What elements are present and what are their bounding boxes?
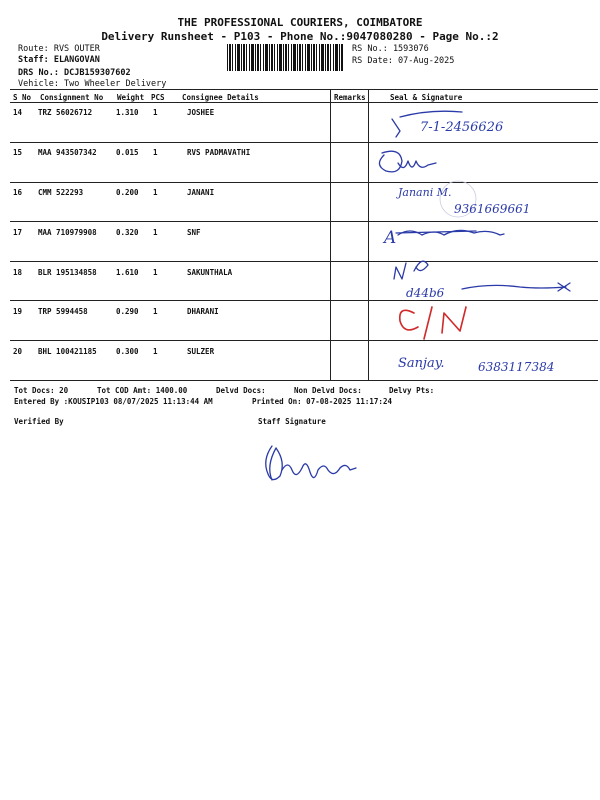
- rs-number: RS No.: 1593076: [352, 44, 429, 54]
- handwritten-signatures: [370, 103, 596, 379]
- total-cod-amount: Tot COD Amt: 1400.00: [97, 386, 188, 395]
- row-pcs: 1: [153, 268, 158, 277]
- row-consignment: MAA 943507342: [38, 148, 97, 157]
- row-weight: 0.320: [116, 228, 139, 237]
- printed-on: Printed On: 07-08-2025 11:17:24: [252, 397, 392, 406]
- row-consignee: SAKUNTHALA: [187, 268, 233, 277]
- row-sno: 20: [13, 347, 23, 356]
- signature-row-20-phone: 6383117384: [478, 360, 555, 374]
- row-consignee: RVS PADMAVATHI: [187, 148, 251, 157]
- column-divider: [330, 89, 331, 380]
- row-pcs: 1: [153, 228, 158, 237]
- column-divider: [368, 89, 369, 380]
- signature-row-18: [394, 261, 570, 300]
- col-header-consignee: Consignee Details: [182, 93, 259, 102]
- runsheet-subtitle: Delivery Runsheet - P103 - Phone No.:9047080280 - Page No.:2: [101, 30, 499, 43]
- row-weight: 0.200: [116, 188, 139, 197]
- signature-row-16-name: Janani M.: [398, 186, 452, 199]
- row-weight: 1.610: [116, 268, 139, 277]
- row-weight: 0.290: [116, 307, 139, 316]
- row-weight: 0.015: [116, 148, 139, 157]
- signature-row-16-phone: 9361669661: [454, 202, 531, 216]
- total-docs: Tot Docs: 20: [14, 386, 69, 395]
- table-bottom-border: [10, 380, 598, 381]
- row-consignee: DHARANI: [187, 307, 219, 316]
- row-sno: 17: [13, 228, 23, 237]
- delivery-points: Delvy Pts:: [389, 386, 435, 395]
- signature-row-14-text: 7-1-2456626: [420, 120, 504, 135]
- col-header-remarks: Remarks: [334, 93, 366, 102]
- verified-by-label: Verified By: [14, 417, 64, 426]
- route-label: Route: RVS OUTER: [18, 44, 100, 54]
- row-pcs: 1: [153, 148, 158, 157]
- barcode-image: [227, 44, 343, 71]
- row-consignment: TRZ 56026712: [38, 108, 93, 117]
- row-pcs: 1: [153, 307, 158, 316]
- row-pcs: 1: [153, 188, 158, 197]
- signature-row-15: [379, 151, 436, 172]
- signature-row-18-text: d44b6: [406, 286, 445, 300]
- signature-row-20-name: Sanjay.: [398, 356, 445, 371]
- entered-by: Entered By :KOUSIP103 08/07/2025 11:13:44 AM: [14, 397, 213, 406]
- drs-number: DRS No.: DCJB159307602: [18, 68, 131, 78]
- col-header-consignment: Consignment No: [40, 93, 104, 102]
- row-consignee: JANANI: [187, 188, 215, 197]
- staff-label: Staff: ELANGOVAN: [18, 55, 100, 65]
- row-consignment: BLR 195134858: [38, 268, 97, 277]
- row-sno: 14: [13, 108, 23, 117]
- signature-row-17: [382, 228, 504, 248]
- row-consignment: BHL 100421185: [38, 347, 97, 356]
- row-weight: 1.310: [116, 108, 139, 117]
- signature-row-17-text: A: [384, 228, 397, 248]
- row-pcs: 1: [153, 347, 158, 356]
- row-consignee: SULZER: [187, 347, 215, 356]
- signature-row-16: [396, 181, 530, 217]
- row-consignment: TRP 5994458: [38, 307, 88, 316]
- row-sno: 15: [13, 148, 23, 157]
- delivered-docs: Delvd Docs:: [216, 386, 266, 395]
- non-delivered-docs: Non Delvd Docs:: [294, 386, 362, 395]
- row-consignment: MAA 710979908: [38, 228, 97, 237]
- rs-date: RS Date: 07-Aug-2025: [352, 56, 455, 66]
- signature-row-14: [392, 111, 503, 137]
- signature-row-19: [400, 307, 466, 339]
- staff-signature-label: Staff Signature: [258, 417, 326, 426]
- row-pcs: 1: [153, 108, 158, 117]
- table-top-border: [10, 89, 598, 90]
- row-sno: 18: [13, 268, 23, 277]
- row-consignee: SNF: [187, 228, 201, 237]
- col-header-pcs: PCS: [151, 93, 165, 102]
- company-title: THE PROFESSIONAL COURIERS, COIMBATORE: [177, 16, 423, 29]
- col-header-seal: Seal & Signature: [390, 93, 463, 102]
- staff-handwritten-signature: [258, 440, 368, 490]
- vehicle-label: Vehicle: Two Wheeler Delivery: [18, 79, 167, 89]
- col-header-weight: Weight: [117, 93, 145, 102]
- col-header-sno: S No: [13, 93, 32, 102]
- row-weight: 0.300: [116, 347, 139, 356]
- row-sno: 19: [13, 307, 23, 316]
- signature-row-20: [398, 356, 554, 374]
- row-sno: 16: [13, 188, 23, 197]
- row-consignment: CMM 522293: [38, 188, 84, 197]
- row-consignee: JOSHEE: [187, 108, 215, 117]
